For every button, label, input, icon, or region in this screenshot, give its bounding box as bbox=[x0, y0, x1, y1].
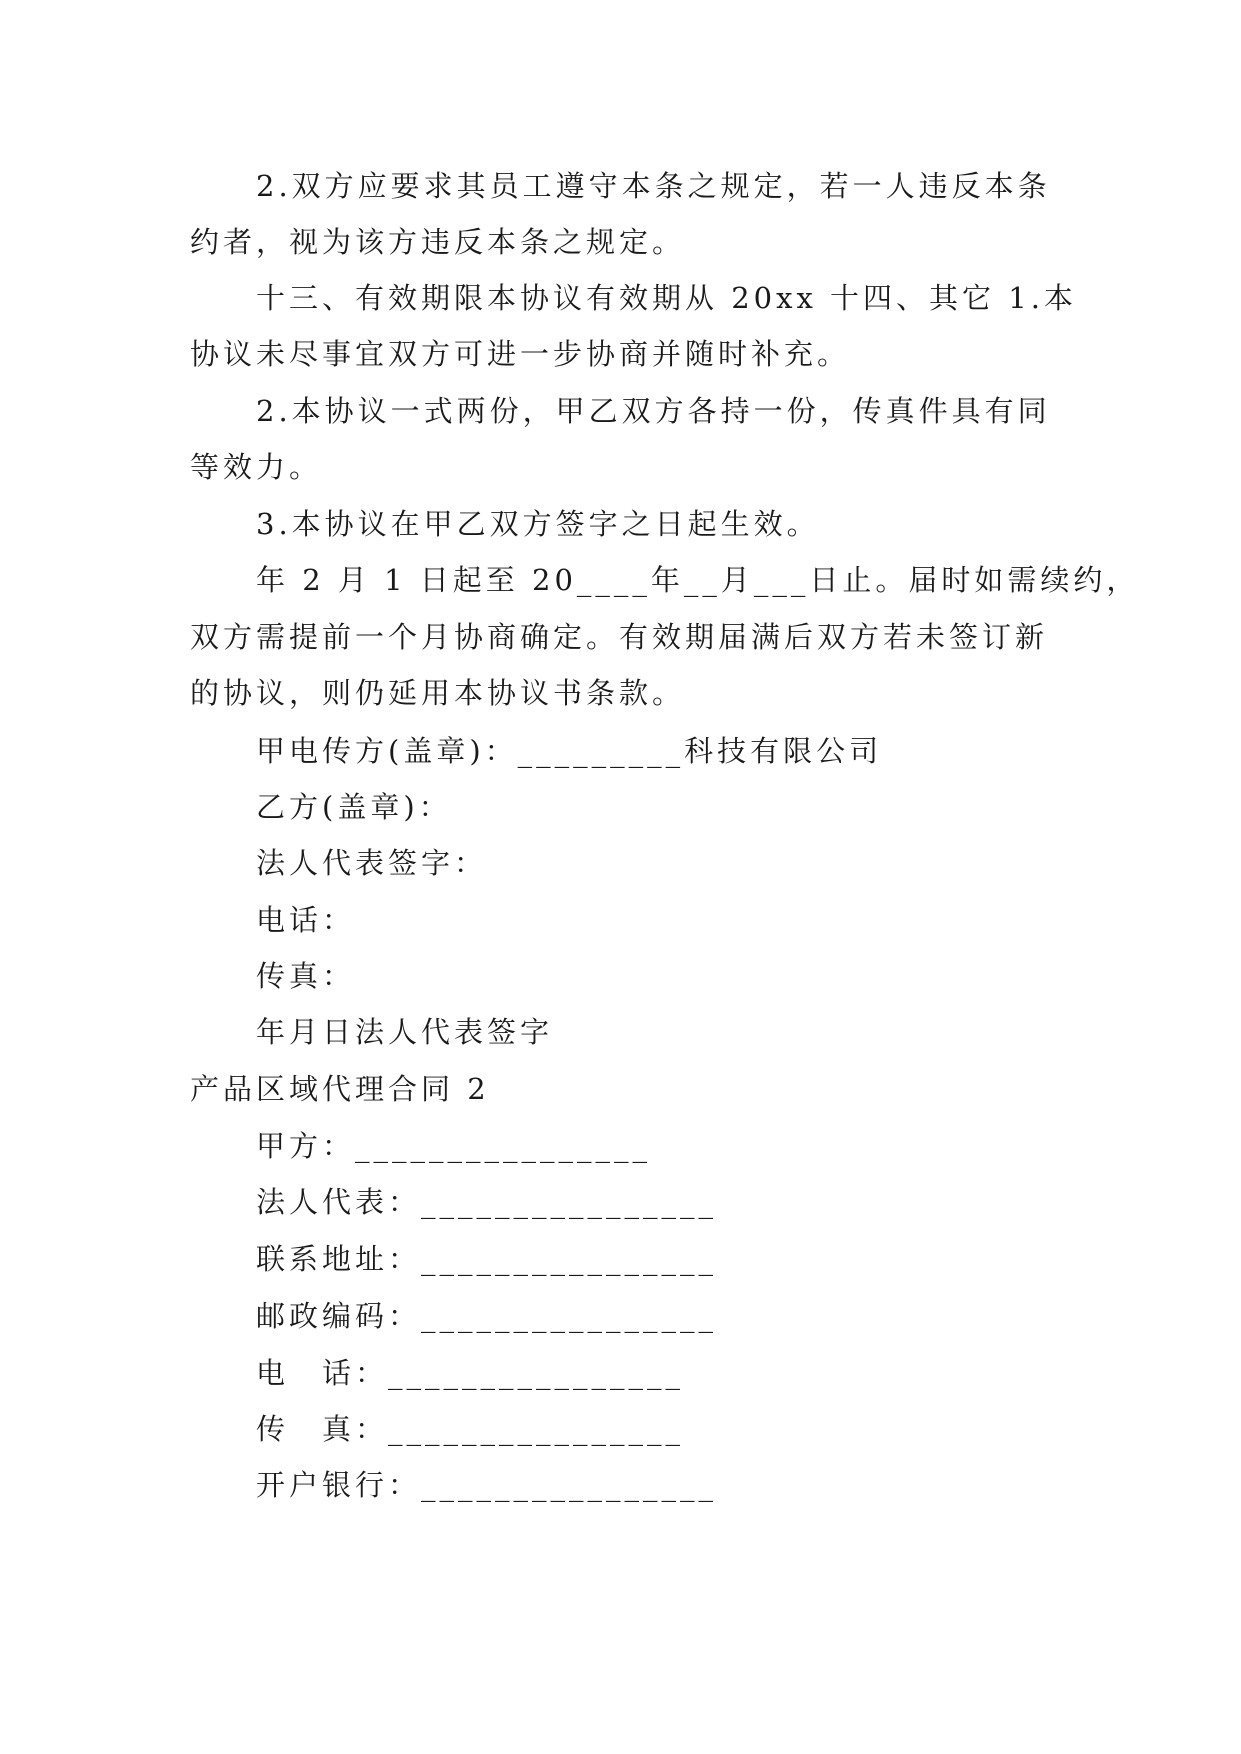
legal-rep-field: 法人代表：________________ bbox=[256, 1185, 718, 1219]
fax-line: 传真： bbox=[256, 959, 356, 993]
party-b-signature-line: 乙方(盖章)： bbox=[256, 790, 452, 824]
fax-field: 传 真：________________ bbox=[256, 1412, 685, 1446]
paragraph-line: 的协议，则仍延用本协议书条款。 bbox=[190, 676, 686, 710]
phone-line: 电话： bbox=[256, 903, 356, 937]
paragraph-line: 协议未尽事宜双方可进一步协商并随时补充。 bbox=[190, 337, 851, 371]
paragraph-line: 年 2 月 1 日起至 20____年__月___日止。届时如需续约， bbox=[256, 563, 1140, 597]
date-signature-line: 年月日法人代表签字 bbox=[256, 1015, 554, 1049]
paragraph-line: 等效力。 bbox=[190, 450, 323, 484]
bank-field: 开户银行：________________ bbox=[256, 1468, 718, 1502]
paragraph-line: 3.本协议在甲乙双方签字之日起生效。 bbox=[256, 507, 820, 541]
postal-code-field: 邮政编码：________________ bbox=[256, 1299, 718, 1333]
paragraph-line: 约者，视为该方违反本条之规定。 bbox=[190, 225, 686, 259]
phone-field: 电 话：________________ bbox=[256, 1356, 685, 1390]
legal-rep-signature-line: 法人代表签字： bbox=[256, 846, 488, 880]
contract-title: 产品区域代理合同 2 bbox=[190, 1072, 490, 1106]
paragraph-line: 2.本协议一式两份，甲乙双方各持一份，传真件具有同 bbox=[256, 394, 1051, 428]
address-field: 联系地址：________________ bbox=[256, 1242, 718, 1276]
paragraph-line: 双方需提前一个月协商确定。有效期届满后双方若未签订新 bbox=[190, 620, 1049, 654]
paragraph-line: 2.双方应要求其员工遵守本条之规定，若一人违反本条 bbox=[256, 169, 1051, 203]
party-a-field: 甲方：________________ bbox=[256, 1129, 652, 1163]
section-heading-line: 十三、有效期限本协议有效期从 20xx 十四、其它 1.本 bbox=[256, 281, 1077, 315]
party-a-signature-line: 甲电传方(盖章)：_________科技有限公司 bbox=[256, 734, 883, 768]
